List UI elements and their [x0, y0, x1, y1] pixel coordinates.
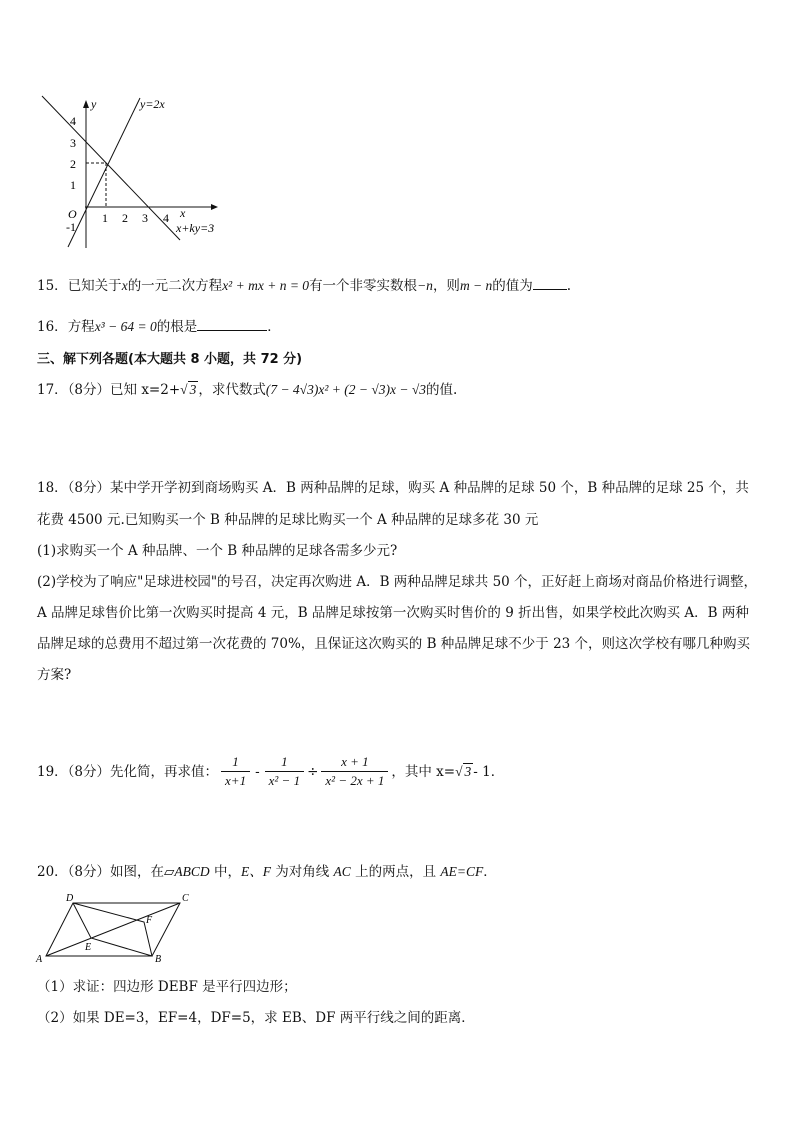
- line1-label: y=2x: [140, 97, 165, 111]
- label-F: F: [146, 915, 153, 926]
- fraction-2: $\frac{1}{\text{x² − 1}}$: [265, 754, 304, 789]
- x-tick-3: 3: [142, 211, 148, 225]
- fraction-3: $\frac{x + 1}{\text{x² − 2x + 1}}$: [321, 754, 388, 789]
- equation: x² + mx + n = 0: [222, 278, 310, 293]
- fraction-1: $\frac{1}{x+1}$: [221, 754, 250, 789]
- y-axis-label: y: [91, 97, 97, 111]
- question-number: 16．: [37, 319, 68, 335]
- y-axis-arrow-icon: [83, 100, 89, 108]
- question-20-part2: （2）如果 DE=3，EF=4，DF=5，求 EB、DF 两平行线之间的距离．: [37, 1010, 475, 1026]
- line-x-ky-3: [42, 96, 180, 240]
- line2-label: x+ky=3: [176, 221, 215, 235]
- question-18-part2-line3: 品牌足球的总费用不超过第一次花费的 70%，且保证这次购买的 B 种品牌足球不少于 23 个，则这次学校有哪几种购买: [37, 636, 751, 652]
- section-title: 三、解下列各题(本大题共 8 小题，共 72 分): [37, 352, 303, 367]
- sqrt-symbol: √ 3: [180, 382, 197, 397]
- sqrt-symbol: √ 3: [455, 763, 472, 779]
- question-18-part2-line1: (2)学校为了响应"足球进校园"的号召，决定再次购进 A．B 两种品牌足球共 50 个，正好赶上商场对商品价格进行调整，: [37, 574, 758, 590]
- question-18-part2-line2: A 品牌足球售价比第一次购买时提高 4 元，B 品牌足球按第一次购买时售价的 9 折出售，如果学校此次购买 A．B 两种: [37, 605, 749, 621]
- question-17: 17．（8分）已知 x=2+√ 3 ，求代数式(7 − 4√3)x² + (2 − √3)x − √3的值.: [37, 382, 458, 398]
- label-A: A: [36, 954, 43, 965]
- question-16: 16．方程x³ − 64 = 0的根是 ．: [37, 316, 281, 337]
- answer-blank[interactable]: [533, 275, 567, 290]
- question-18-part2-line4: 方案?: [37, 667, 72, 683]
- question-20: 20．（8分）如图，在▱ABCD 中，E、F 为对角线 AC 上的两点，且 AE=CF．: [37, 864, 497, 880]
- question-18-line2: 花费 4500 元.已知购买一个 B 种品牌的足球比购买一个 A 种品牌的足球多花 30 元: [37, 512, 539, 528]
- question-19: 19．（8分）先化简，再求值： $\frac{1}{x+1}$ - $\frac{1}{\text{x² − 1}}$ ÷ $\frac{x + 1}{\text{x² − 2x + 1}}$ ，其中 x= √ 3 - 1．: [37, 754, 505, 788]
- label-E: E: [85, 942, 92, 953]
- parallelogram-figure: [32, 890, 202, 965]
- question-20-part1: （1）求证：四边形 DEBF 是平行四边形；: [37, 979, 297, 995]
- y-tick-2: 2: [70, 157, 76, 171]
- answer-blank[interactable]: [197, 316, 267, 331]
- x-axis-arrow-icon: [211, 204, 218, 210]
- label-D: D: [66, 893, 74, 904]
- y-tick-4: 4: [70, 114, 76, 128]
- x-axis-label: x: [180, 206, 186, 220]
- question-18-part1: (1)求购买一个 A 种品牌、一个 B 种品牌的足球各需多少元?: [37, 543, 398, 559]
- x-tick-4: 4: [163, 211, 169, 225]
- origin-label: O: [68, 207, 77, 221]
- y-tick-1: 1: [70, 178, 76, 192]
- x-tick-2: 2: [122, 211, 128, 225]
- label-C: C: [182, 893, 189, 904]
- question-18: 18．（8分）某中学开学初到商场购买 A．B 两种品牌的足球，购买 A 种品牌的足球 50 个，B 种品牌的足球 25 个，共: [37, 480, 749, 496]
- y-tick-neg1: -1: [66, 220, 76, 234]
- y-tick-3: 3: [70, 136, 76, 150]
- diagonal-ac: [46, 903, 180, 956]
- expression: (7 − 4√3)x² + (2 − √3)x − √3: [265, 382, 427, 397]
- coordinate-graph: [30, 90, 240, 260]
- label-B: B: [155, 954, 162, 965]
- question-15: 15．已知关于x的一元二次方程x² + mx + n = 0有一个非零实数根−n，则m − n的值为 .: [37, 275, 571, 296]
- x-tick-1: 1: [102, 211, 108, 225]
- equation: x³ − 64 = 0: [94, 319, 157, 334]
- question-number: 15．: [37, 278, 68, 294]
